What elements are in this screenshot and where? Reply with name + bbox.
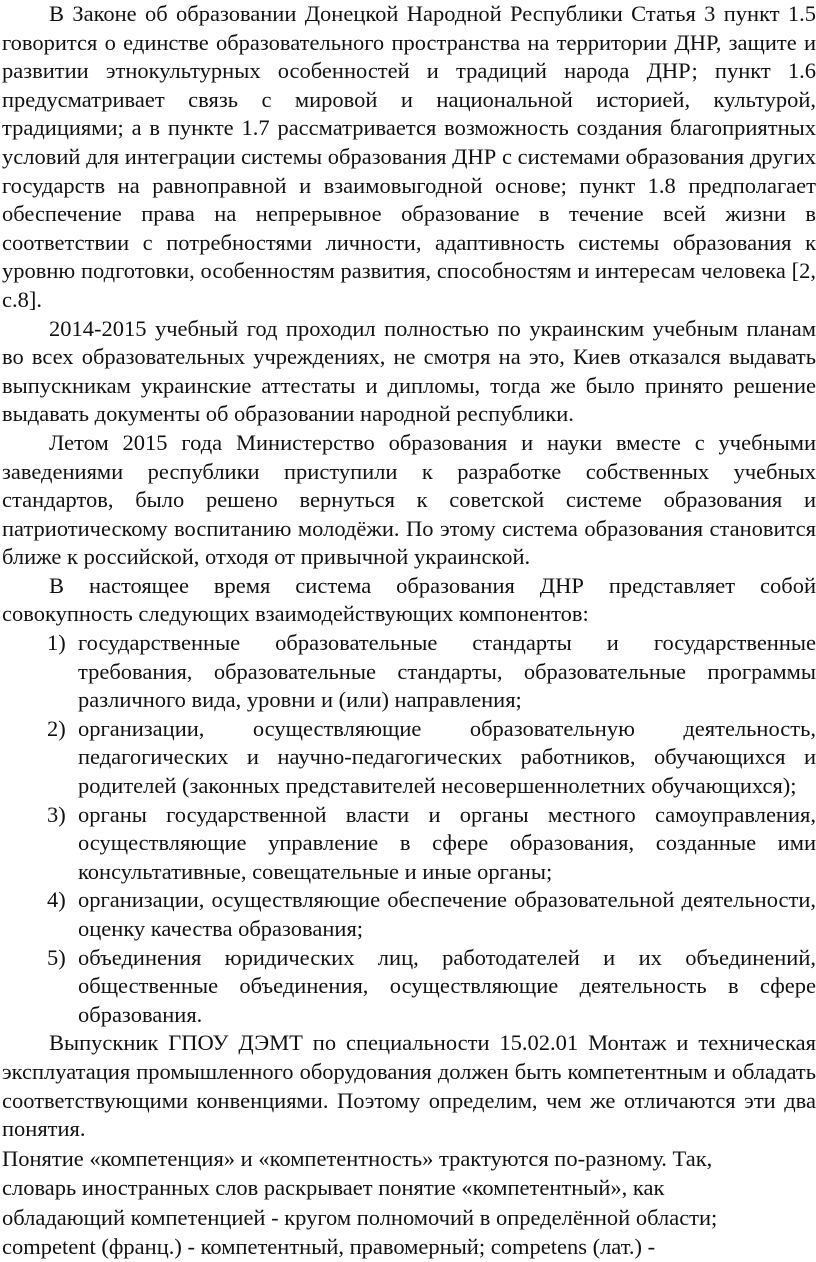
list-item xyxy=(0,715,816,801)
paragraph-summer-2015: Летом 2015 года Министерство образования и науки вместе с учебными заведениями республики приступили к разработке собственных учебных стандартов, было решено вернуться к советской системе образования и патриотическому воспитанию молодёжи. По этому система образования становится ближе к российской, отходя от привычной украинской. xyxy=(2,429,816,570)
text-line: competent (франц.) - компетентный, правомерный; competens (лат.) - xyxy=(2,1234,656,1260)
list-item xyxy=(0,886,816,943)
text-line: обладающий компетенцией - кругом полномочий в определённой области; xyxy=(2,1204,718,1230)
paragraph-graduate: Выпускник ГПОУ ДЭМТ по специальности 15.02.01 Монтаж и техническая эксплуатация промышленного оборудования должен быть компетентным и обладать соответствующими конвенциями. Поэтому определим, чем же отличаются эти два понятия. xyxy=(2,1030,816,1142)
list-item-text: объединения юридических лиц, работодателей и их объединений, общественные объединения, осуществляющие деятельность в сфере образования. xyxy=(78,944,816,1027)
list-item-number: 2) xyxy=(47,715,66,741)
list-item xyxy=(0,801,816,887)
list-item-text: органы государственной власти и органы местного самоуправления, осуществляющие управление в сфере образования, созданные ими консультативные, совещательные и иные органы; xyxy=(78,801,816,884)
list-item xyxy=(0,629,816,715)
list-item-text: государственные образовательные стандарты и государственные требования, образовательные стандарты, образовательные программы различного вида, уровни и (или) направления; xyxy=(78,630,816,713)
list-item-number: 4) xyxy=(47,887,66,913)
components-list xyxy=(0,629,816,1029)
text-line: Понятие «компетенция» и «компетентность» трактуются по-разному. Так, xyxy=(2,1145,713,1171)
list-item-number: 1) xyxy=(47,630,66,656)
list-item-text: организации, осуществляющие образовательную деятельность, педагогических и научно-педагогических работников, обучающихся и родителей (законных представителей несовершеннолетних обучающихся); xyxy=(78,715,816,799)
list-item-number: 5) xyxy=(47,944,66,970)
paragraph-school-year: 2014-2015 учебный год проходил полностью по украинским учебным планам во всех образовательных учреждениях, не смотря на это, Киев отказался выдавать выпускникам украинские аттестаты и дипломы, тогда же было принято решение выдавать документы об образовании народной республики. xyxy=(2,315,816,427)
list-item-number: 3) xyxy=(47,801,66,827)
list-item xyxy=(0,944,816,1030)
paragraph-system-components-intro: В настоящее время система образования ДНР представляет собой совокупность следующих взаимодействующих компонентов: xyxy=(2,572,816,627)
text-line: словарь иностранных слов раскрывает понятие «компетентный», как xyxy=(2,1175,665,1201)
paragraph-competence-definition xyxy=(0,1144,816,1262)
list-item-text: организации, осуществляющие обеспечение образовательной деятельности, оценку качества образования; xyxy=(78,887,816,941)
paragraph-law-articles: В Законе об образовании Донецкой Народной Республики Статья 3 пункт 1.5 говорится о единстве образовательного пространства на территории ДНР, защите и развитии этнокультурных особенностей и традиций народа ДНР; пункт 1.6 предусматривает связь с мировой и национальной историей, культурой, традициями; а в пункте 1.7 рассматривается возможность создания благоприятных условий для интеграции системы образования ДНР с системами образования других государств на равноправной и взаимовыгодной основе; пункт 1.8 предполагает обеспечение права на непрерывное образование в течение всей жизни в соответствии с потребностями личности, адаптивность системы образования к уровню подготовки, особенностям развития, способностям и интересам человека [2, с.8]. xyxy=(2,1,816,312)
